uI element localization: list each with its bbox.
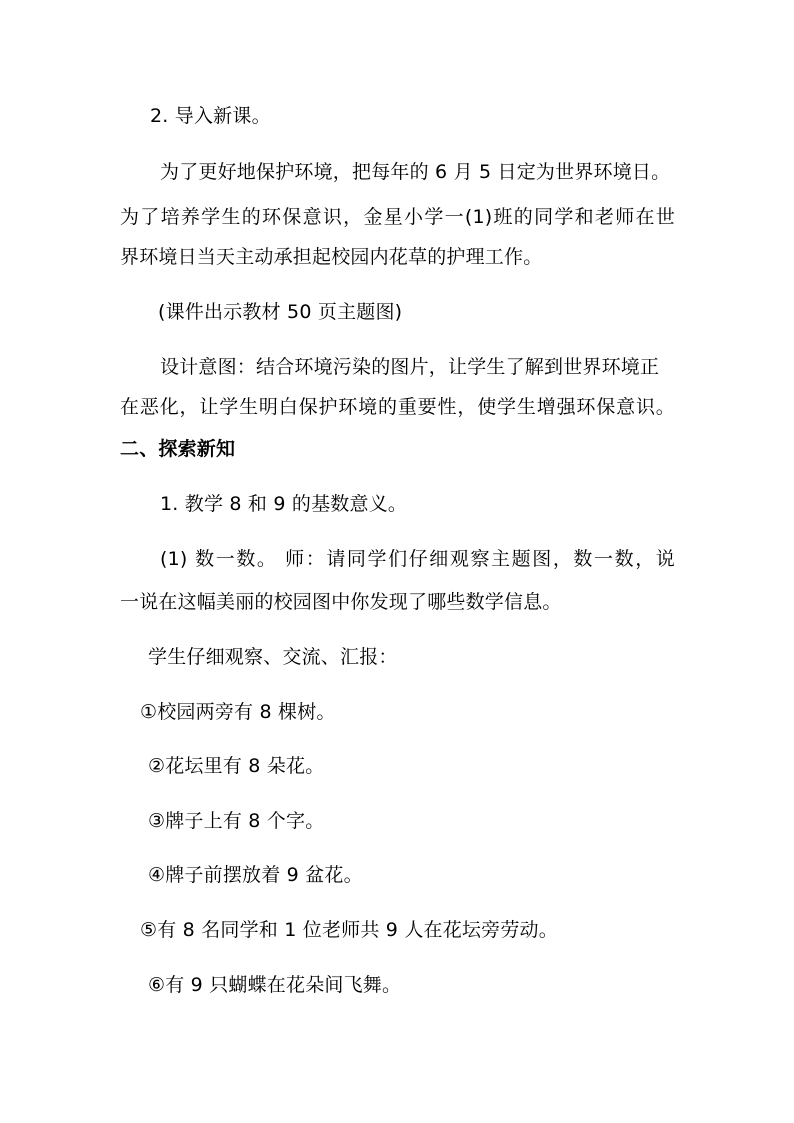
section-heading-explore: 二、探索新知: [120, 438, 236, 460]
step-heading-import: 2. 导入新课。: [150, 105, 271, 127]
step-heading-teach: 1. 教学 8 和 9 的基数意义。: [160, 493, 408, 515]
paragraph-line: 一说在这幅美丽的校园图中你发现了哪些数学信息。: [120, 591, 562, 613]
list-item: ④牌子前摆放着 9 盆花。: [148, 864, 363, 886]
paragraph-line: 为了培养学生的环保意识，金星小学一(1)班的同学和老师在世: [120, 206, 675, 228]
student-report-intro: 学生仔细观察、交流、汇报：: [148, 646, 398, 668]
list-item: ⑥有 9 只蝴蝶在花朵间飞舞。: [148, 974, 402, 996]
paragraph-line: (1) 数一数。 师：请同学们仔细观察主题图，数一数，说: [160, 548, 675, 570]
design-intent-line: 设计意图：结合环境污染的图片，让学生了解到世界环境正: [160, 356, 660, 378]
courseware-note: (课件出示教材 50 页主题图): [158, 301, 403, 323]
design-intent-line: 在恶化，让学生明白保护环境的重要性，使学生增强环保意识。: [120, 396, 675, 418]
paragraph-line: 为了更好地保护环境，把每年的 6 月 5 日定为世界环境日。: [160, 161, 671, 183]
list-item: ⑤有 8 名同学和 1 位老师共 9 人在花坛旁劳动。: [140, 919, 558, 941]
list-item: ②花坛里有 8 朵花。: [148, 755, 325, 777]
list-item: ③牌子上有 8 个字。: [148, 810, 325, 832]
list-item: ①校园两旁有 8 棵树。: [140, 701, 336, 723]
paragraph-line: 界环境日当天主动承担起校园内花草的护理工作。: [120, 246, 543, 268]
